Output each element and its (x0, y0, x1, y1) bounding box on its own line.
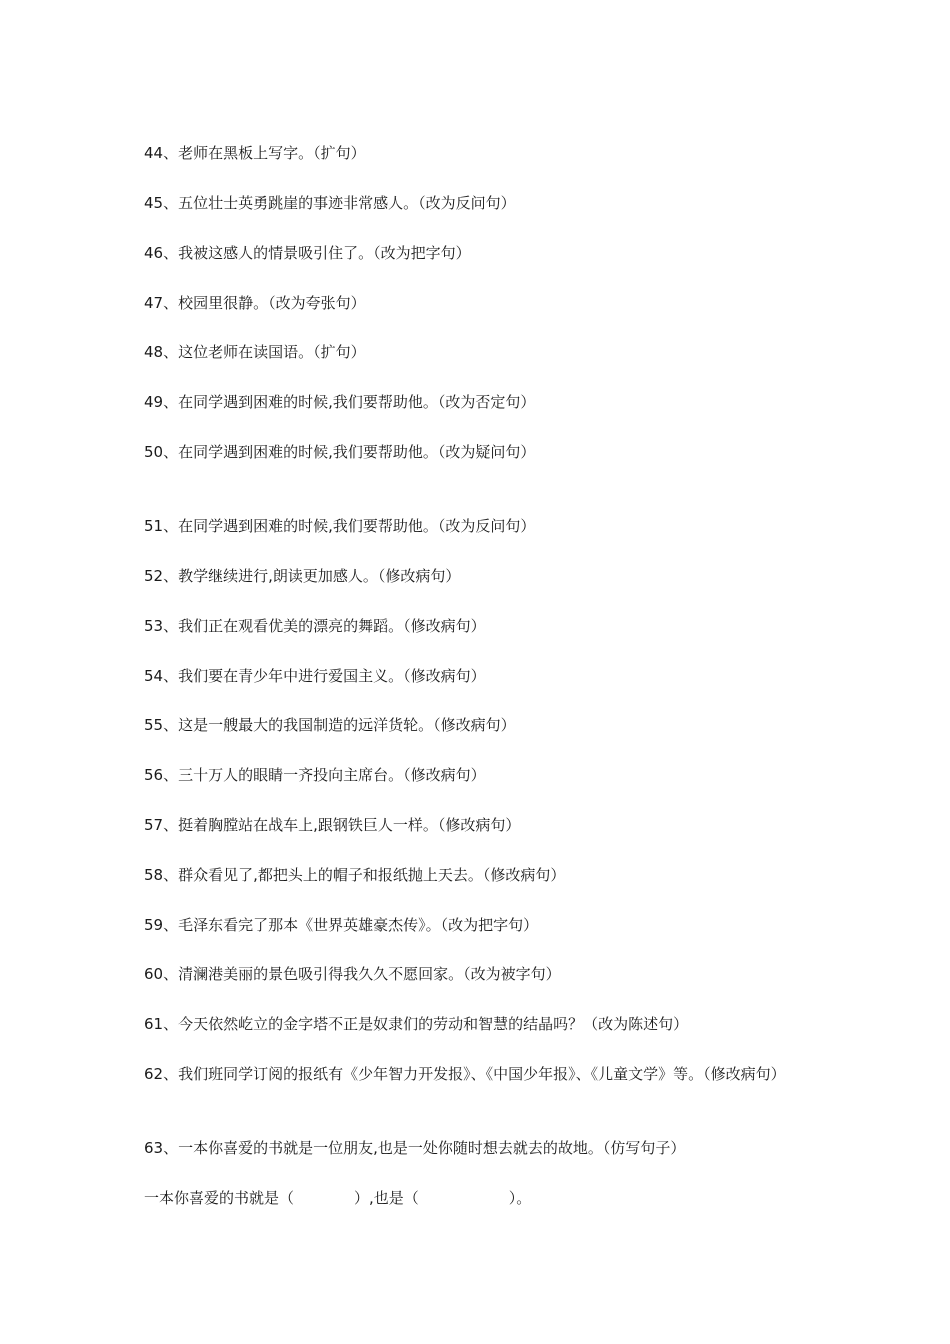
question-55: 55、这是一艘最大的我国制造的远洋货轮。（修改病句） (144, 716, 516, 734)
question-57: 57、挺着胸膛站在战车上,跟钢铁巨人一样。（修改病句） (144, 816, 521, 834)
question-60: 60、清澜港美丽的景色吸引得我久久不愿回家。（改为被字句） (144, 965, 561, 983)
question-59: 59、毛泽东看完了那本《世界英雄豪杰传》。（改为把字句） (144, 916, 539, 934)
question-44: 44、老师在黑板上写字。（扩句） (144, 144, 366, 162)
question-49: 49、在同学遇到困难的时候,我们要帮助他。（改为否定句） (144, 393, 536, 411)
question-50: 50、在同学遇到困难的时候,我们要帮助他。（改为疑问句） (144, 443, 536, 461)
question-45: 45、五位壮士英勇跳崖的事迹非常感人。（改为反问句） (144, 194, 516, 212)
question-52: 52、教学继续进行,朗读更加感人。（修改病句） (144, 567, 461, 585)
question-54: 54、我们要在青少年中进行爱国主义。（修改病句） (144, 667, 486, 685)
question-61: 61、今天依然屹立的金字塔不正是奴隶们的劳动和智慧的结晶吗？（改为陈述句） (144, 1015, 689, 1033)
question-47: 47、校园里很静。（改为夸张句） (144, 294, 366, 312)
question-51: 51、在同学遇到困难的时候,我们要帮助他。（改为反问句） (144, 517, 536, 535)
question-46: 46、我被这感人的情景吸引住了。（改为把字句） (144, 244, 471, 262)
question-53: 53、我们正在观看优美的漂亮的舞蹈。（修改病句） (144, 617, 486, 635)
question-63-fill-in: 一本你喜爱的书就是（ ）,也是（ ）。 (144, 1189, 532, 1207)
question-63: 63、一本你喜爱的书就是一位朋友,也是一处你随时想去就去的故地。（仿写句子） (144, 1139, 686, 1157)
question-62: 62、我们班同学订阅的报纸有《少年智力开发报》、《中国少年报》、《儿童文学》等。（修改病句） (144, 1065, 786, 1083)
question-48: 48、这位老师在读国语。（扩句） (144, 343, 366, 361)
question-58: 58、群众看见了,都把头上的帽子和报纸抛上天去。（修改病句） (144, 866, 566, 884)
question-56: 56、三十万人的眼睛一齐投向主席台。（修改病句） (144, 766, 486, 784)
